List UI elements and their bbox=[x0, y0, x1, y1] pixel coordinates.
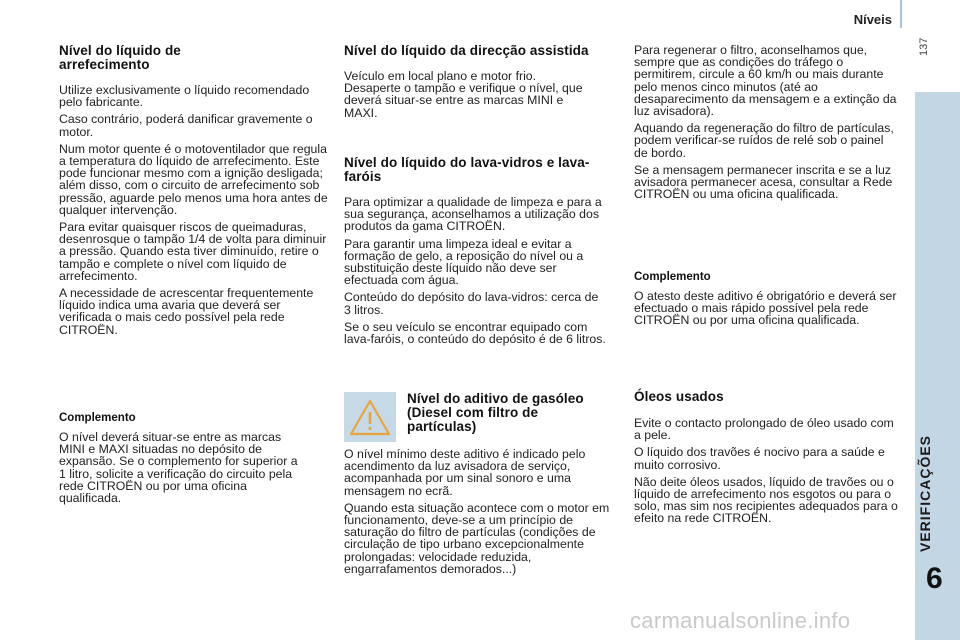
coolant-paragraph: Num motor quente é o motoventilador que regula a temperatura do líquido de arrefecimento. Este pode funcionar mesmo com a ignição desligada; além disso, com o circuito de arrefecimento sob pressão, aguarde pelo menos uma hora antes de qualquer intervenção. bbox=[59, 141, 328, 217]
oils-section bbox=[634, 390, 900, 530]
column-regeneration bbox=[634, 44, 900, 205]
chapter-sidebar bbox=[915, 92, 960, 640]
chapter-number: 6 bbox=[926, 562, 943, 595]
oils-paragraph: Evite o contacto prolongado de óleo usado com a pele. bbox=[634, 416, 894, 443]
regeneration-paragraph: Se a mensagem permanecer inscrita e se a luz avisadora permanecer acesa, consultar a Rede CITROËN ou uma oficina qualificada. bbox=[634, 162, 893, 202]
coolant-paragraph: Para evitar quaisquer riscos de queimaduras, desenrosque o tampão 1/4 de volta para diminuir a pressão. Quando esta tiver diminuído, retire o tampão e complete o nível com líquido de arrefecimento. bbox=[59, 220, 327, 283]
regeneration-paragraph: Aquando da regeneração do filtro de partículas, podem verificar-se ruídos de relé sob o painel de bordo. bbox=[634, 121, 894, 160]
coolant-heading: Nível do líquido de arrefecimento bbox=[59, 43, 181, 72]
column-steering bbox=[344, 44, 616, 124]
steering-paragraph: Veículo em local plano e motor frio. Desaperte o tampão e verifique o nível, que deverá situar-se entre as marcas MINI e MAXI. bbox=[344, 69, 583, 120]
coolant-complement-text: O nível deverá situar-se entre as marcas MINI e MAXI situadas no depósito de expansão. Se o complemento for superior a 1 litro, solicite a verificação do circuito pela rede CITROËN ou por uma oficina qualificada. bbox=[59, 430, 298, 506]
additive-complement bbox=[634, 271, 900, 332]
page-header-title: Níveis bbox=[853, 12, 892, 27]
additive-complement-heading: Complemento bbox=[634, 271, 711, 283]
coolant-paragraph: Utilize exclusivamente o líquido recomendado pelo fabricante. bbox=[59, 83, 310, 110]
coolant-complement bbox=[59, 412, 299, 509]
coolant-paragraph: A necessidade de acrescentar frequentemente líquido indica uma avaria que deverá ser verificada o mais cedo possível pela rede CITROËN. bbox=[59, 286, 314, 337]
page-number: 137 bbox=[918, 37, 930, 56]
steering-heading: Nível do líquido da direcção assistida bbox=[344, 43, 589, 58]
oils-heading: Óleos usados bbox=[634, 389, 724, 404]
oils-paragraph: Não deite óleos usados, líquido de travões ou o líquido de arrefecimento nos esgotos ou para o solo, mas sim nos recipientes adequados para o efeito na rede CITROËN. bbox=[634, 474, 898, 526]
washer-section bbox=[344, 156, 616, 350]
washer-paragraph: Para optimizar a qualidade de limpeza e para a sua segurança, aconselhamos a utilização dos produtos da gama CITROËN. bbox=[344, 195, 602, 234]
watermark: carmanualsonline.info bbox=[630, 608, 851, 633]
washer-paragraph: Para garantir uma limpeza ideal e evitar a formação de gelo, a reposição do nível ou a substituição deste líquido não deve ser efectuada com água. bbox=[344, 236, 584, 288]
additive-section bbox=[344, 448, 616, 580]
oils-paragraph: O líquido dos travões é nocivo para a saúde e muito corrosivo. bbox=[634, 445, 885, 472]
warning-triangle-icon bbox=[344, 392, 396, 442]
coolant-paragraph: Caso contrário, poderá danificar gravemente o motor. bbox=[59, 112, 313, 139]
additive-paragraph: O nível mínimo deste aditivo é indicado pelo acendimento da luz avisadora de serviço, acompanhada por um sinal sonoro e uma mensagem no ecrã. bbox=[344, 447, 586, 498]
washer-paragraph: Se o seu veículo se encontrar equipado com lava-faróis, o conteúdo do depósito é de 6 litros. bbox=[344, 319, 606, 347]
additive-complement-text: O atesto deste aditivo é obrigatório e deverá ser efectuado o mais rápido possível pela rede CITROËN ou por uma oficina qualificada. bbox=[634, 289, 897, 328]
header-divider bbox=[900, 0, 902, 28]
warning-box bbox=[344, 392, 396, 442]
column-coolant bbox=[59, 44, 331, 341]
chapter-label: VERIFICAÇÕES bbox=[917, 434, 933, 552]
additive-heading-block bbox=[407, 392, 607, 434]
additive-paragraph: Quando esta situação acontece com o motor em funcionamento, deve-se a um princípio de saturação do filtro de partículas (condições de circulação de tipo urbano excepcionalmente prolongadas: velocidade reduzida, engarrafamentos demorados...) bbox=[344, 500, 610, 576]
washer-paragraph: Conteúdo do depósito do lava-vidros: cerca de 3 litros. bbox=[344, 290, 599, 317]
coolant-complement-heading: Complemento bbox=[59, 412, 136, 424]
washer-heading: Nível do líquido do lava-vidros e lava-faróis bbox=[344, 155, 590, 184]
regeneration-paragraph: Para regenerar o filtro, aconselhamos que, sempre que as condições do tráfego o permitirem, circule a 60 km/h ou mais durante pelo menos cinco minutos (até ao desaparecimento da mensagem e a extinção da luz avisadora). bbox=[634, 43, 897, 119]
additive-heading: Nível do aditivo de gasóleo (Diesel com filtro de partículas) bbox=[407, 391, 584, 434]
